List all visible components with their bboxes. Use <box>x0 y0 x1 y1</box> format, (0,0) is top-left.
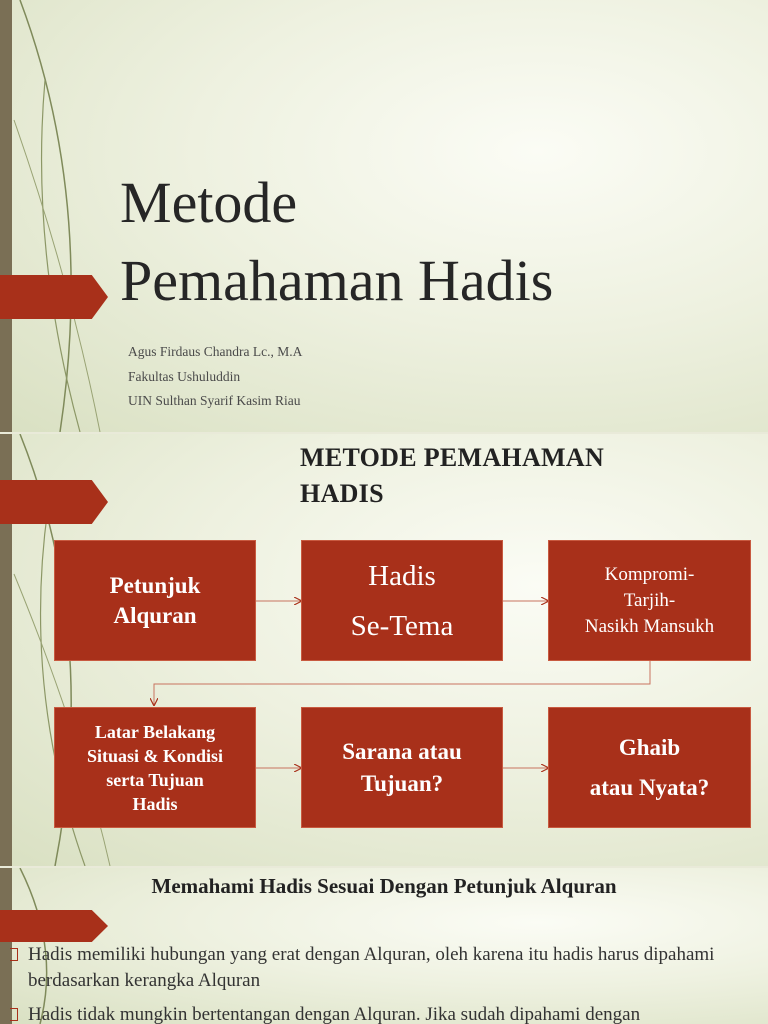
accent-tab <box>0 910 108 942</box>
accent-tab <box>0 275 108 319</box>
bullet-list <box>10 942 768 1024</box>
decorative-curves <box>0 0 140 432</box>
box-latar-belakang: Latar Belakang Situasi & Kondisi serta Tujuan Hadis <box>54 707 256 828</box>
author-faculty: Fakultas Ushuluddin <box>128 368 241 384</box>
author-name: Agus Firdaus Chandra Lc., M.A <box>128 344 303 359</box>
author-university: UIN Sulthan Syarif Kasim Riau <box>128 393 301 408</box>
list-item: Hadis tidak mungkin bertentangan dengan Alquran. Jika sudah dipahami dengan <box>10 1002 768 1024</box>
box-sarana-tujuan: Sarana atau Tujuan? <box>301 707 503 828</box>
box-hadis-se-tema: Hadis Se-Tema <box>301 540 503 661</box>
diagram-heading-line-1: METODE PEMAHAMAN <box>300 443 605 472</box>
box-kompromi-tarjih: Kompromi- Tarjih- Nasikh Mansukh <box>548 540 751 661</box>
diagram-heading-line-2: HADIS <box>300 479 384 508</box>
arrow-3-4 <box>154 661 650 705</box>
title-line-1: Metode <box>120 170 298 235</box>
list-item: Hadis memiliki hubungan yang erat dengan Alquran, oleh karena itu hadis harus dipahami berdasarkan kerangka Alquran <box>10 942 768 994</box>
title-slide <box>0 0 768 432</box>
box-petunjuk-alquran: Petunjuk Alquran <box>54 540 256 661</box>
box-ghaib-nyata: Ghaib atau Nyata? <box>548 707 751 828</box>
bullet-icon <box>10 1008 18 1021</box>
page-title <box>120 164 553 320</box>
content-heading: Memahami Hadis Sesuai Dengan Petunjuk Alquran <box>151 874 617 898</box>
diagram-slide <box>0 434 768 866</box>
content-slide <box>0 868 768 1024</box>
title-line-2: Pemahaman Hadis <box>120 248 554 313</box>
bullet-icon <box>10 948 18 961</box>
author-info <box>128 340 302 414</box>
